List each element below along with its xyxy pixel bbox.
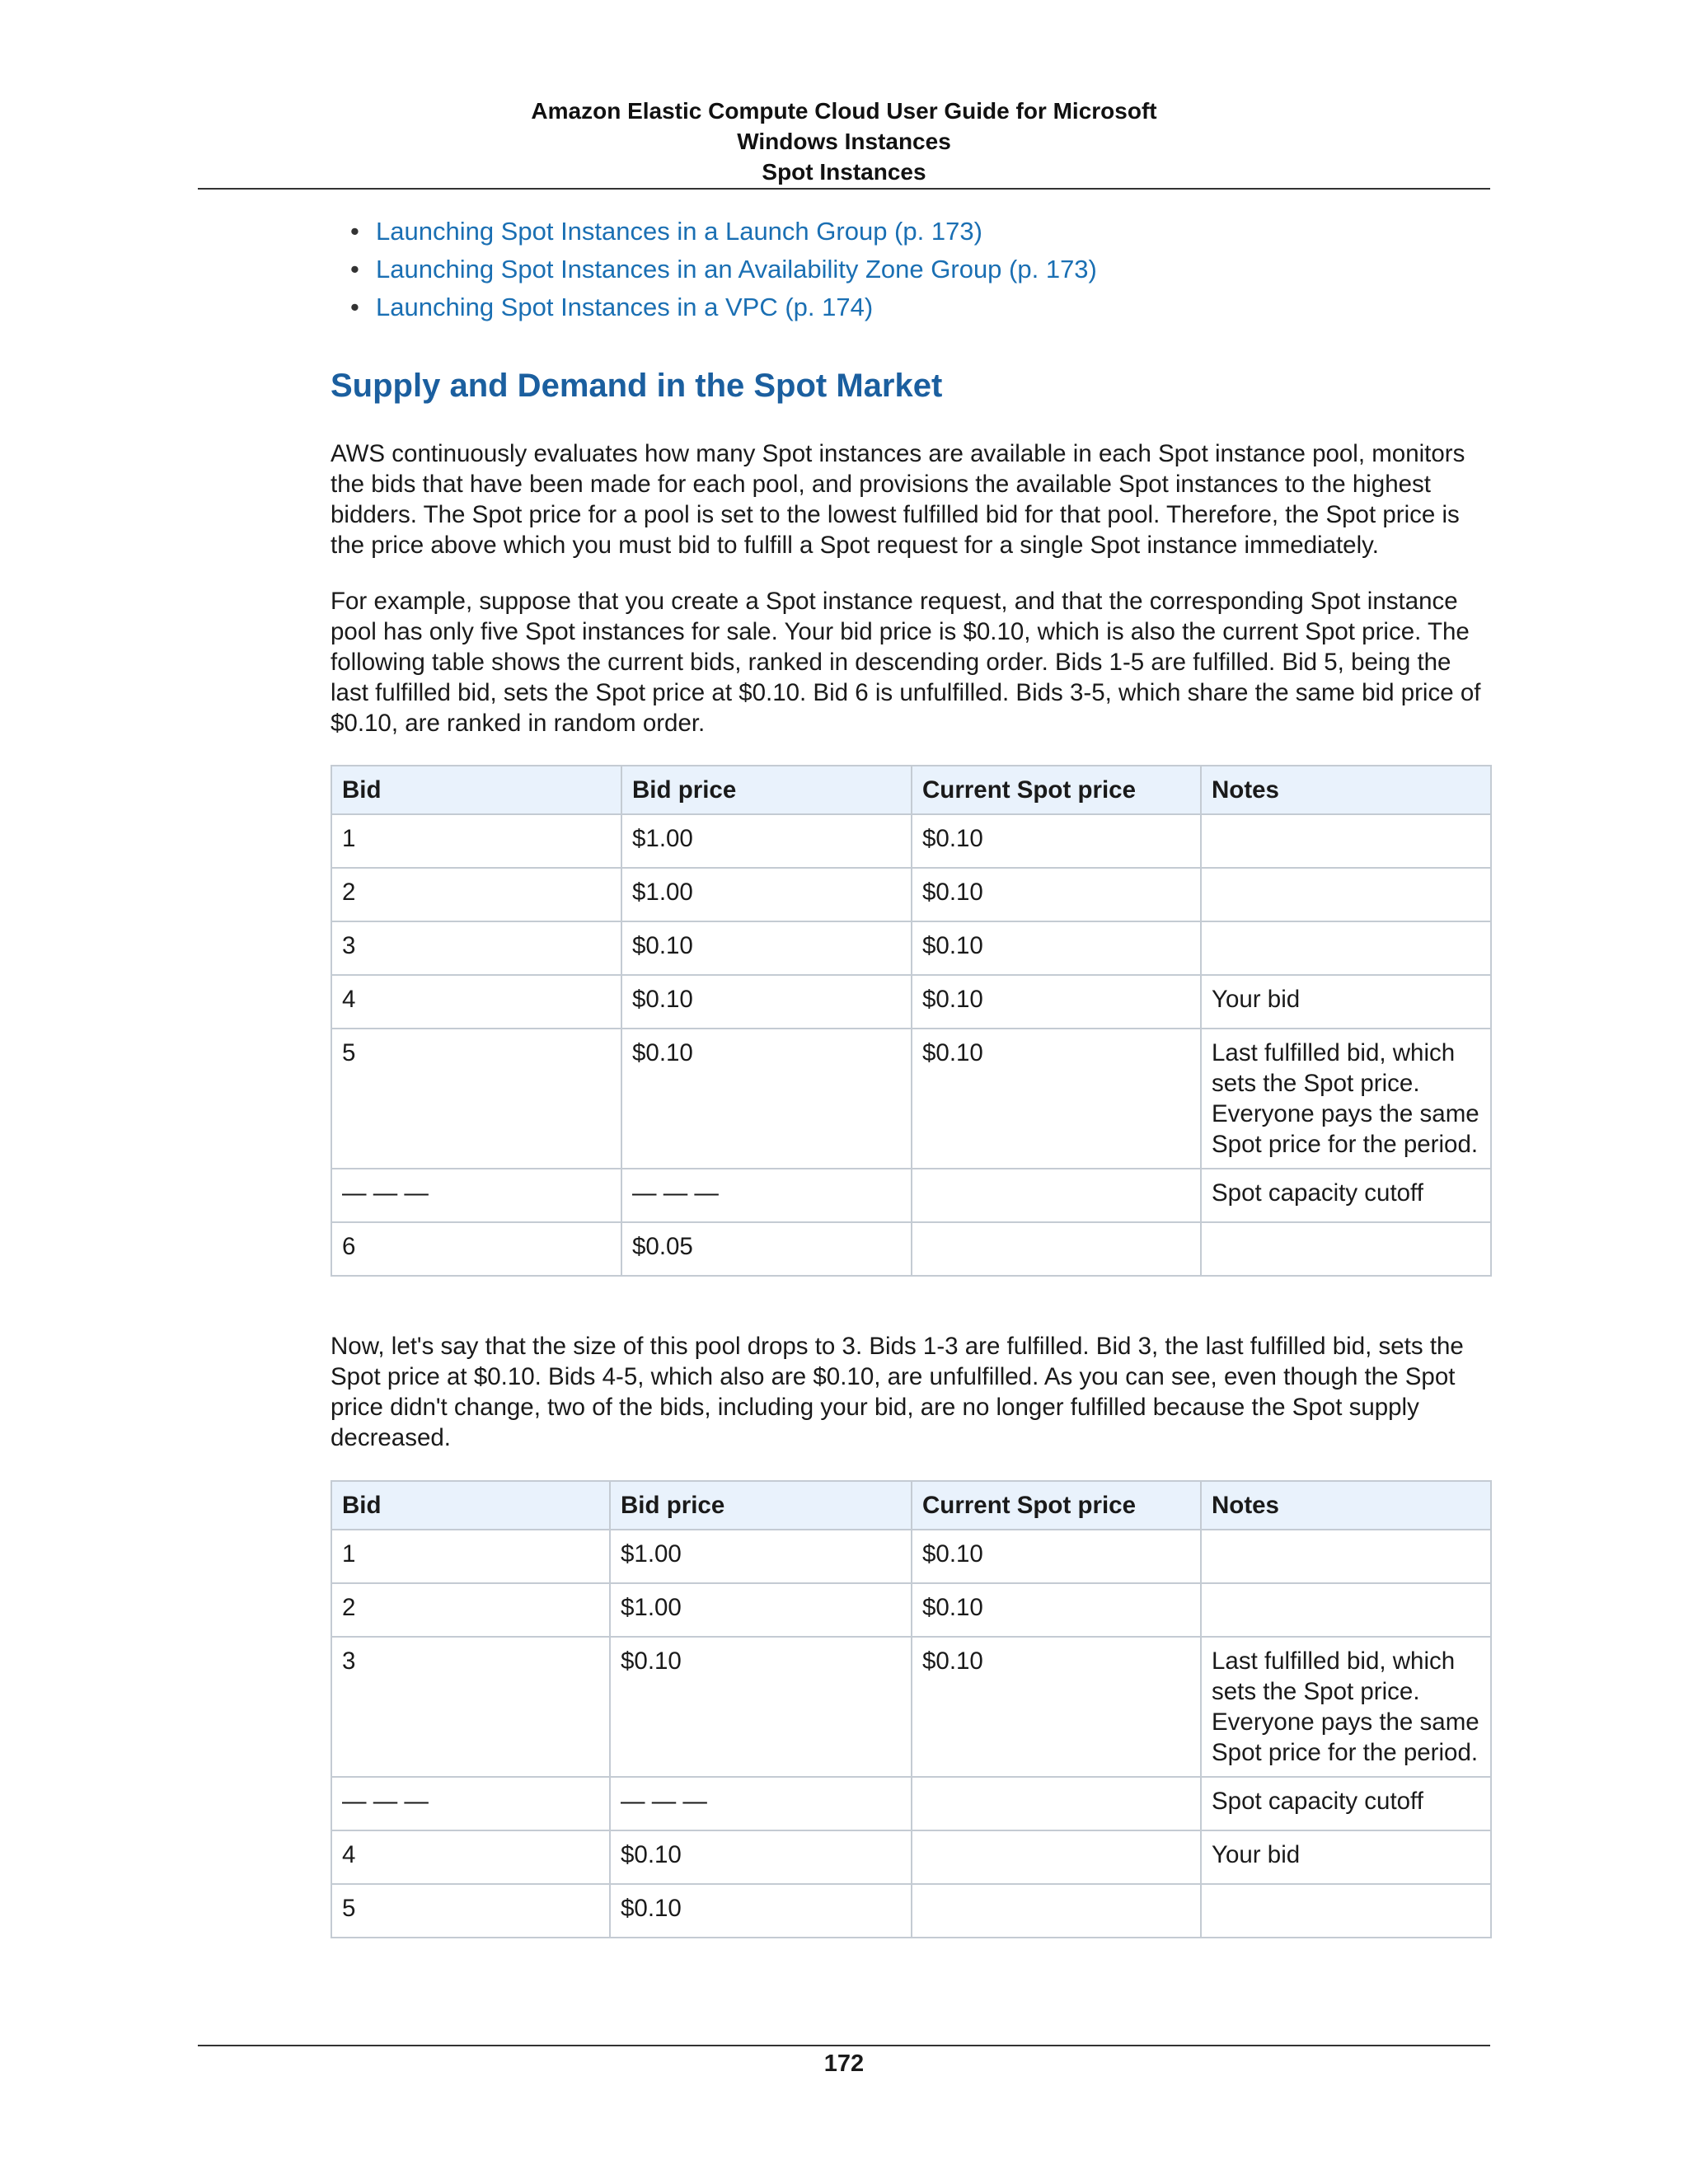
cell-spot-price: $0.10: [912, 921, 1201, 975]
table-row: [331, 975, 1491, 1029]
table-row-cutoff: [331, 1777, 1491, 1830]
table-row: [331, 1530, 1491, 1583]
cell-spot-price: [912, 1169, 1201, 1222]
cell-bid-price: $0.10: [610, 1884, 912, 1938]
header-title-line1: Amazon Elastic Compute Cloud User Guide for Microsoft: [531, 98, 1157, 124]
cell-bid: 5: [331, 1029, 621, 1169]
column-header-bid: Bid: [331, 1481, 610, 1530]
page-number: 172: [823, 2050, 865, 2077]
cell-bid-price: $0.10: [610, 1830, 912, 1884]
table-row: [331, 1029, 1491, 1169]
cell-bid: — — —: [331, 1777, 610, 1830]
cell-bid: 5: [331, 1884, 610, 1938]
related-links-list: [350, 213, 1097, 326]
paragraph-pool-drops: Now, let's say that the size of this pool drops to 3. Bids 1-3 are fulfilled. Bid 3, the last fulfilled bid, sets the Spot price at $0.10. Bids 4-5, which also are $0.10, are unfulfilled. As you can see, even though the Spot price didn't change, two of the bids, including your bid, are no longer fulfilled because the Spot supply decreased.: [331, 1333, 1464, 1451]
cell-spot-price: $0.10: [912, 1583, 1201, 1637]
column-header-notes: Notes: [1201, 1481, 1491, 1530]
cell-notes: [1201, 1884, 1491, 1938]
cell-spot-price: [912, 1884, 1201, 1938]
cell-spot-price: $0.10: [912, 1530, 1201, 1583]
cell-bid-price: $0.10: [610, 1637, 912, 1777]
cell-bid: 3: [331, 1637, 610, 1777]
cell-bid-price: $0.10: [621, 975, 912, 1029]
cell-notes: Spot capacity cutoff: [1201, 1777, 1491, 1830]
cell-bid-price: $1.00: [610, 1530, 912, 1583]
footer-divider: [198, 2045, 1490, 2046]
column-header-current-spot-price: Current Spot price: [912, 766, 1201, 814]
cell-bid-price: $1.00: [621, 868, 912, 921]
cell-spot-price: $0.10: [912, 814, 1201, 868]
cell-bid-price: — — —: [610, 1777, 912, 1830]
cell-bid: 6: [331, 1222, 621, 1276]
cell-spot-price: $0.10: [912, 975, 1201, 1029]
paragraph-example: For example, suppose that you create a Spot instance request, and that the corresponding Spot instance pool has only five Spot instances for sale. Your bid price is $0.10, which is also the current Spot price. The following table shows the current bids, ranked in descending order. Bids 1-5 are fulfilled. Bid 5, being the last fulfilled bid, sets the Spot price at $0.10. Bid 6 is unfulfilled. Bids 3-5, which share the same bid price of $0.10, are ranked in random order.: [331, 588, 1481, 737]
cell-spot-price: [912, 1777, 1201, 1830]
bids-table-after: [331, 1480, 1492, 1938]
cell-bid-price: $1.00: [610, 1583, 912, 1637]
cell-bid: 1: [331, 1530, 610, 1583]
cell-bid-price: $0.10: [621, 921, 912, 975]
table-row: [331, 1830, 1491, 1884]
bullet-icon: •: [350, 255, 359, 284]
cell-spot-price: [912, 1830, 1201, 1884]
cell-notes: Your bid: [1201, 1830, 1491, 1884]
cell-notes: [1201, 1583, 1491, 1637]
cell-bid: 1: [331, 814, 621, 868]
cell-bid: 2: [331, 1583, 610, 1637]
table-row: [331, 921, 1491, 975]
cell-bid-price: $0.05: [621, 1222, 912, 1276]
paragraph-intro: AWS continuously evaluates how many Spot instances are available in each Spot instance pool, monitors the bids that have been made for each pool, and provisions the available Spot instances to the highest bidders. The Spot price for a pool is set to the lowest fulfilled bid for that pool. Therefore, the Spot price is the price above which you must bid to fulfill a Spot request for a single Spot instance immediately.: [331, 440, 1465, 559]
header-section: Spot Instances: [762, 159, 926, 185]
toc-link-vpc[interactable]: Launching Spot Instances in a VPC (p. 174): [376, 293, 874, 321]
table-row: [331, 814, 1491, 868]
column-header-notes: Notes: [1201, 766, 1491, 814]
table-row-cutoff: [331, 1169, 1491, 1222]
cell-spot-price: [912, 1222, 1201, 1276]
cell-bid: 3: [331, 921, 621, 975]
table-row: [331, 1222, 1491, 1276]
header-divider: [198, 188, 1490, 190]
cell-bid: — — —: [331, 1169, 621, 1222]
cell-notes: [1201, 1222, 1491, 1276]
list-item: [350, 288, 1097, 326]
page-header: [198, 96, 1490, 187]
list-item: [350, 251, 1097, 288]
table-header-row: [331, 1481, 1491, 1530]
cell-spot-price: $0.10: [912, 868, 1201, 921]
cell-bid: 2: [331, 868, 621, 921]
cell-notes: Your bid: [1201, 975, 1491, 1029]
bids-table-before: [331, 765, 1492, 1277]
cell-notes: [1201, 814, 1491, 868]
cell-notes: [1201, 868, 1491, 921]
column-header-bid-price: Bid price: [621, 766, 912, 814]
cell-notes: Spot capacity cutoff: [1201, 1169, 1491, 1222]
toc-link-launch-group[interactable]: Launching Spot Instances in a Launch Group (p. 173): [376, 217, 982, 246]
cell-notes: [1201, 921, 1491, 975]
table-row: [331, 1583, 1491, 1637]
toc-link-availability-zone-group[interactable]: Launching Spot Instances in an Availability Zone Group (p. 173): [376, 255, 1097, 284]
header-title-line2: Windows Instances: [737, 129, 951, 154]
table-row: [331, 1884, 1491, 1938]
section-title: Supply and Demand in the Spot Market: [331, 368, 943, 404]
cell-bid: 4: [331, 975, 621, 1029]
table-row: [331, 1637, 1491, 1777]
cell-spot-price: $0.10: [912, 1637, 1201, 1777]
table-header-row: [331, 766, 1491, 814]
bullet-icon: •: [350, 217, 359, 246]
bullet-icon: •: [350, 293, 359, 321]
cell-bid: 4: [331, 1830, 610, 1884]
cell-spot-price: $0.10: [912, 1029, 1201, 1169]
cell-bid-price: — — —: [621, 1169, 912, 1222]
cell-bid-price: $0.10: [621, 1029, 912, 1169]
cell-notes: Last fulfilled bid, which sets the Spot price. Everyone pays the same Spot price for the period.: [1201, 1029, 1491, 1169]
cell-bid-price: $1.00: [621, 814, 912, 868]
column-header-current-spot-price: Current Spot price: [912, 1481, 1201, 1530]
cell-notes: [1201, 1530, 1491, 1583]
cell-notes: Last fulfilled bid, which sets the Spot price. Everyone pays the same Spot price for the period.: [1201, 1637, 1491, 1777]
list-item: [350, 213, 1097, 251]
column-header-bid: Bid: [331, 766, 621, 814]
table-row: [331, 868, 1491, 921]
column-header-bid-price: Bid price: [610, 1481, 912, 1530]
